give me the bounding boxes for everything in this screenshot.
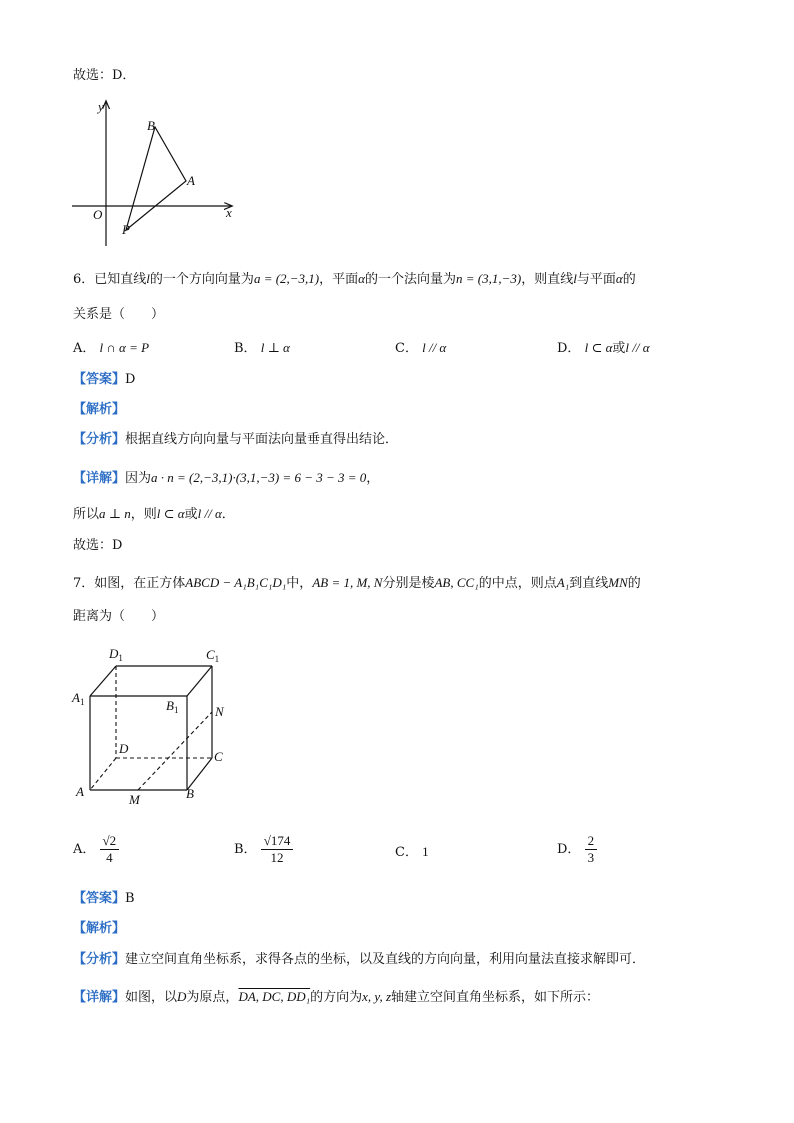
q5-conclusion: 故选：D． — [73, 68, 136, 83]
answer-value: D — [125, 372, 136, 387]
q6-fenxi — [73, 431, 398, 449]
q7-stem-line1 — [73, 574, 641, 593]
point-B-label: B — [147, 118, 155, 133]
so-text: ，则 — [130, 507, 157, 522]
option-text: l ∩ α = P — [99, 340, 150, 355]
q6-text: 的一个法向量为 — [364, 272, 456, 287]
label-C1: $C_1$ — [206, 647, 220, 664]
q6-plane-alpha: α — [358, 271, 365, 286]
xiangjie-text: ， — [366, 471, 380, 486]
segment-MN — [138, 712, 212, 790]
analysis-tag: 【解析】 — [73, 402, 126, 417]
q7-edges: AB, CC₁ — [434, 575, 479, 590]
label-A: A — [76, 784, 84, 799]
q6-vector-n: n = (3,1,−3) — [456, 271, 522, 286]
q6-option-b — [234, 339, 290, 358]
numerator: √2 — [100, 833, 120, 850]
answer-value: B — [125, 891, 135, 906]
fenxi-text: 建立空间直角坐标系，求得各点的坐标，以及直线的方向向量，利用向量法直接求解即可． — [125, 952, 646, 967]
q6-conclusion: 故选：D — [73, 538, 123, 553]
option-label: A． — [73, 341, 96, 356]
q6-analysis-tag — [73, 401, 125, 419]
q6-text: 的 — [622, 272, 636, 287]
parallel-expression: l // α — [197, 506, 222, 521]
option-text: 或 — [612, 341, 626, 356]
hidden-edge-DA — [90, 758, 116, 790]
numerator: 2 — [585, 833, 598, 850]
q7-text: 中， — [286, 576, 313, 591]
q7-xiangjie — [73, 988, 599, 1007]
q6-text: ，则直线 — [521, 272, 574, 287]
q7-cube-name: ABCD − A₁B₁C₁D₁ — [185, 575, 287, 590]
edge-C1B1 — [187, 666, 212, 696]
q5-coordinate-figure — [66, 96, 241, 248]
q7-option-a — [73, 833, 119, 866]
point-A-label: A — [187, 173, 195, 188]
q7-text: 到直线 — [569, 576, 609, 591]
y-axis-label: y — [98, 99, 104, 114]
q7-analysis-tag — [73, 920, 125, 938]
q7-text: 分别是棱 — [382, 576, 435, 591]
option-label: C． — [395, 845, 418, 860]
q7-point: A₁ — [556, 575, 570, 590]
dot-product-expression: a · n = (2,−3,1)·(3,1,−3) = 6 − 3 − 3 = 0 — [151, 470, 367, 485]
fenxi-tag: 【分析】 — [73, 432, 126, 447]
q6-option-a — [73, 339, 149, 358]
q6-answer — [73, 371, 135, 389]
fraction — [261, 833, 294, 866]
so-text: 所以 — [73, 507, 100, 522]
label-A1: $A_1$ — [72, 690, 85, 707]
q6-text: 的一个方向向量为 — [149, 272, 254, 287]
q7-text: 的 — [627, 576, 641, 591]
option-text: 1 — [422, 844, 429, 859]
q7-option-d — [557, 833, 597, 866]
point-P-label: P — [122, 222, 130, 237]
q7-line: MN — [608, 575, 628, 590]
q7-given: AB = 1, M, N — [312, 575, 383, 590]
axes-names: x, y, z — [362, 989, 392, 1004]
q7-answer — [73, 890, 135, 908]
subset-expression: l ⊂ α — [156, 506, 185, 521]
q7-stem-line2: 距离为（ ） — [73, 609, 165, 624]
so-text: ． — [221, 507, 235, 522]
label-C: C — [214, 749, 223, 764]
xiangjie-text: 的方向为 — [310, 990, 363, 1005]
q7-fenxi — [73, 951, 645, 969]
origin-point: D — [177, 989, 187, 1004]
option-text: l // α — [625, 340, 650, 355]
fraction — [585, 833, 598, 866]
xiangjie-text: 为原点， — [186, 990, 239, 1005]
label-B: B — [186, 786, 194, 801]
q6-option-c — [395, 339, 446, 358]
q6-line-l: l — [146, 271, 150, 286]
q6-text: ，平面 — [319, 272, 359, 287]
q6-number: 6． — [73, 272, 95, 287]
label-B1: $B_1$ — [166, 698, 179, 715]
q7-text: 的中点，则点 — [478, 576, 557, 591]
q7-option-c — [395, 843, 429, 862]
label-M: M — [129, 792, 140, 807]
q6-text: 与平面 — [576, 272, 616, 287]
label-N: N — [215, 704, 224, 719]
denominator: 4 — [106, 850, 113, 865]
q7-text: 如图，在正方体 — [94, 576, 186, 591]
q6-vector-a: a = (2,−3,1) — [253, 271, 320, 286]
triangle-PBA — [126, 127, 186, 230]
so-text: 或 — [184, 507, 198, 522]
label-D: D — [119, 741, 129, 756]
q6-xiangjie — [73, 469, 379, 488]
edge-A1D1 — [90, 666, 116, 696]
q6-text: 已知直线 — [94, 272, 147, 287]
answer-tag: 【答案】 — [73, 372, 126, 387]
xiangjie-tag: 【详解】 — [73, 990, 126, 1005]
fenxi-tag: 【分析】 — [73, 952, 126, 967]
q7-option-b — [234, 833, 293, 866]
option-label: A． — [73, 842, 96, 857]
answer-tag: 【答案】 — [73, 891, 126, 906]
option-label: B． — [234, 341, 257, 356]
denominator: 12 — [270, 850, 284, 865]
xiangjie-text: 如图，以 — [125, 990, 178, 1005]
numerator: √174 — [261, 833, 294, 850]
q6-stem-line1 — [73, 270, 636, 289]
option-label: C． — [395, 341, 418, 356]
fenxi-text: 根据直线方向向量与平面法向量垂直得出结论． — [125, 432, 399, 447]
q7-cube-figure — [70, 643, 240, 813]
analysis-tag: 【解析】 — [73, 921, 126, 936]
option-text: l // α — [422, 340, 447, 355]
q6-plane-alpha: α — [615, 271, 623, 286]
origin-label: O — [93, 207, 103, 222]
q6-line-l: l — [573, 271, 577, 286]
xiangjie-tag: 【详解】 — [73, 471, 126, 486]
q7-number: 7． — [73, 576, 95, 591]
basis-vectors: DA, DC, DD₁ — [238, 989, 311, 1004]
xiangjie-text: 轴建立空间直角坐标系，如下所示： — [391, 990, 600, 1005]
option-text: l ⊥ α — [260, 340, 290, 355]
xiangjie-text: 因为 — [125, 471, 152, 486]
option-label: B． — [234, 842, 257, 857]
fraction — [100, 833, 120, 866]
label-D1: $D_1$ — [109, 646, 123, 663]
q6-so — [73, 505, 235, 524]
option-label: D． — [557, 341, 581, 356]
q6-option-d — [557, 339, 650, 358]
perp-expression: a ⊥ n — [99, 506, 131, 521]
denominator: 3 — [587, 850, 595, 865]
option-label: D． — [557, 842, 581, 857]
q6-stem-line2: 关系是（ ） — [73, 307, 165, 322]
x-axis-label: x — [226, 205, 232, 220]
option-text: l ⊂ α — [584, 340, 613, 355]
